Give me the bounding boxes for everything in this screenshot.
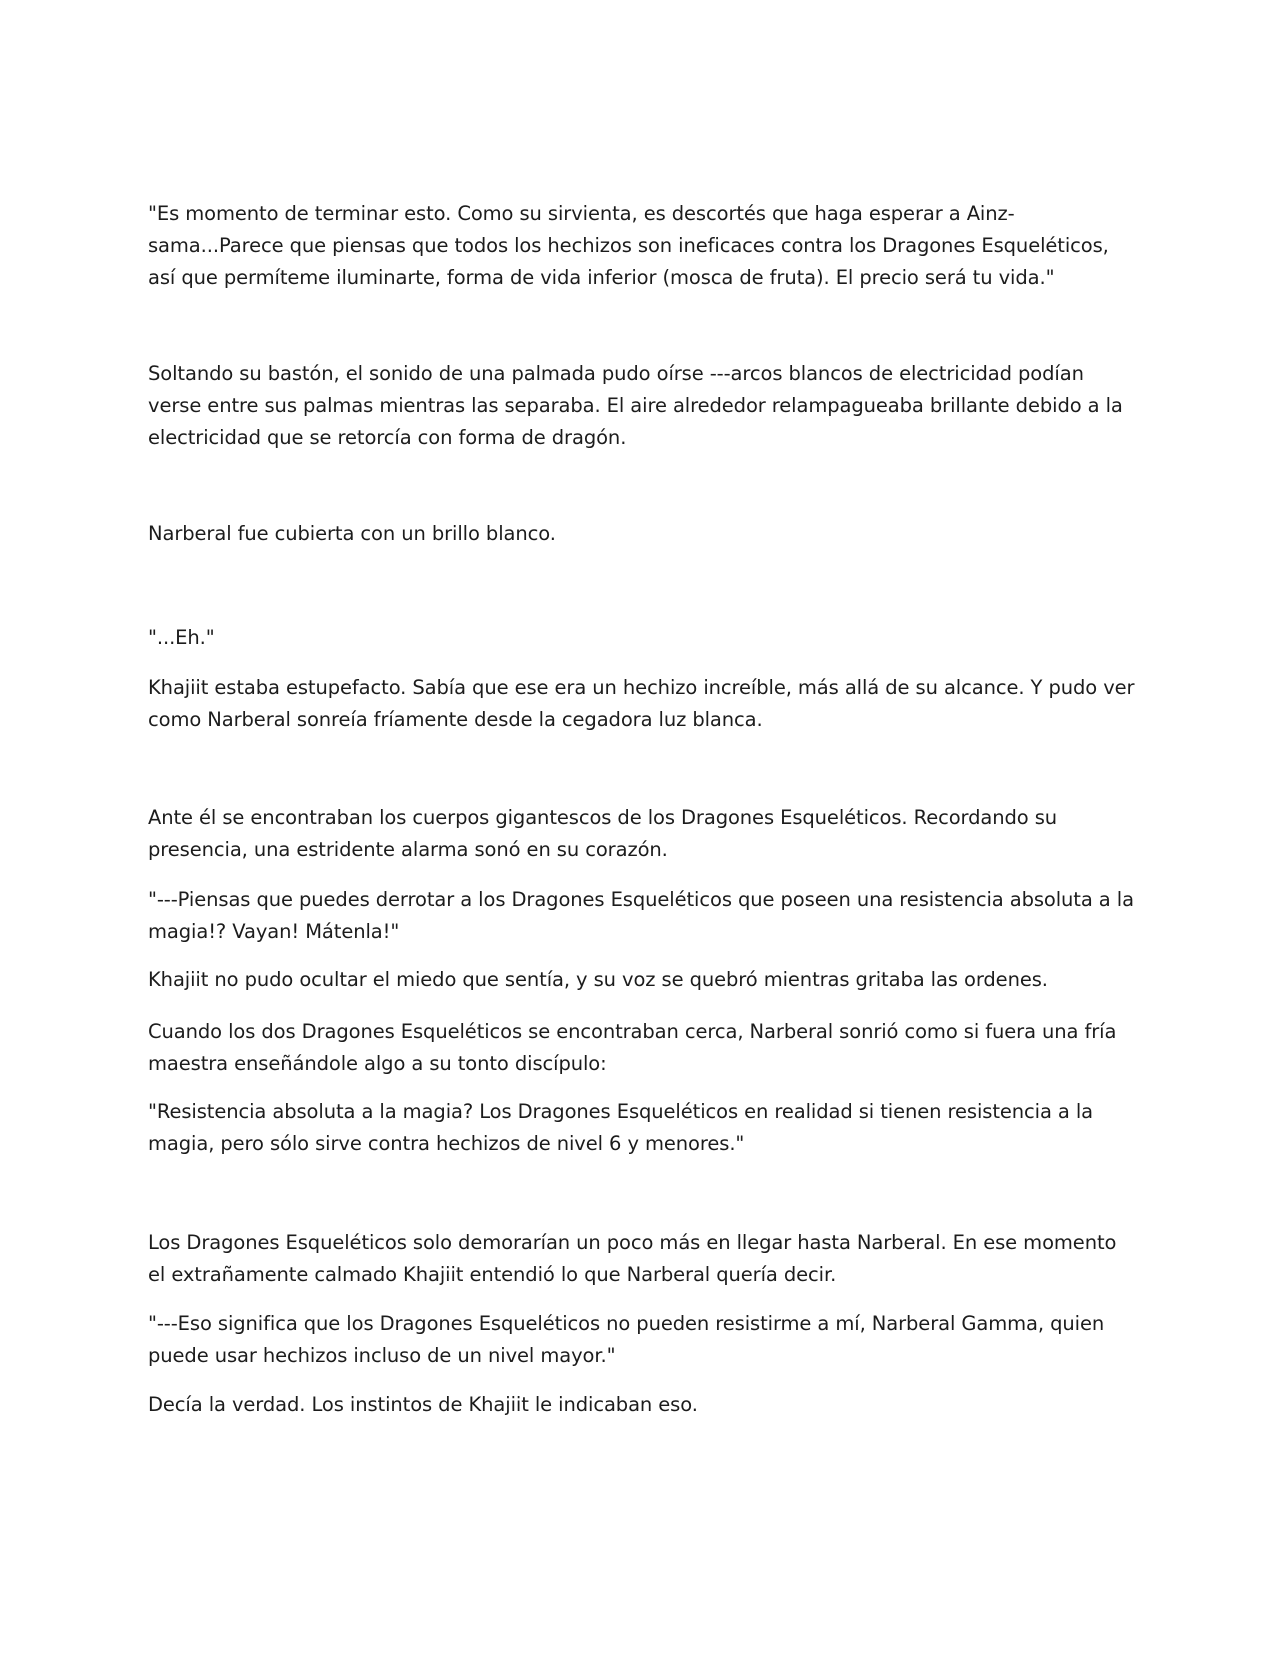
paragraph-narberal-gamma: "---Eso significa que los Dragones Esqueléticos no pueden resistirme a mí, Narberal Gamma, quien puede usar hechizos incluso de un nivel mayor." [148,1312,1105,1367]
paragraph-narberal-speech: "Es momento de terminar esto. Como su sirvienta, es descortés que haga esperar a Ainz-sama...Parece que piensas que todos los hechizos son ineficaces contra los Dragones Esqueléticos, así que permíteme iluminarte, forma de vida inferior (mosca de fruta). El precio será tu vida." [148,202,1109,289]
paragraph-resistance-explained: "Resistencia absoluta a la magia? Los Dragones Esqueléticos en realidad si tienen resistencia a la magia, pero sólo sirve contra hechizos de nivel 6 y menores." [148,1100,1094,1155]
paragraph-dragons-approach: Los Dragones Esqueléticos solo demorarían un poco más en llegar hasta Narberal. En ese momento el extrañamente calmado Khajiit entendió lo que Narberal quería decir. [148,1231,1117,1286]
paragraph-khajiit-fear: Khajiit no pudo ocultar el miedo que sentía, y su voz se quebró mientras gritaba las ordenes. [148,968,1048,991]
paragraph-skeletal-dragons: Ante él se encontraban los cuerpos gigantescos de los Dragones Esqueléticos. Recordando su presencia, una estridente alarma sonó en su corazón. [148,806,1058,861]
paragraph-khajiit-shout: "---Piensas que puedes derrotar a los Dragones Esqueléticos que poseen una resistencia absoluta a la magia!? Vayan! Mátenla!" [148,888,1134,943]
paragraph-instincts: Decía la verdad. Los instintos de Khajiit le indicaban eso. [148,1393,698,1416]
paragraph-narberal-smile: Cuando los dos Dragones Esqueléticos se encontraban cerca, Narberal sonrió como si fuera una fría maestra enseñándole algo a su tonto discípulo: [148,1020,1117,1075]
paragraph-eh: "...Eh." [148,626,215,649]
paragraph-khajiit-stunned: Khajiit estaba estupefacto. Sabía que ese era un hechizo increíble, más allá de su alcance. Y pudo ver como Narberal sonreía fríamente desde la cegadora luz blanca. [148,676,1135,731]
paragraph-white-glow: Narberal fue cubierta con un brillo blanco. [148,522,556,545]
paragraph-lightning-clap: Soltando su bastón, el sonido de una palmada pudo oírse ---arcos blancos de electricidad podían verse entre sus palmas mientras las separaba. El aire alrededor relampagueaba brillante debido a la electricidad que se retorcía con forma de dragón. [148,362,1123,449]
